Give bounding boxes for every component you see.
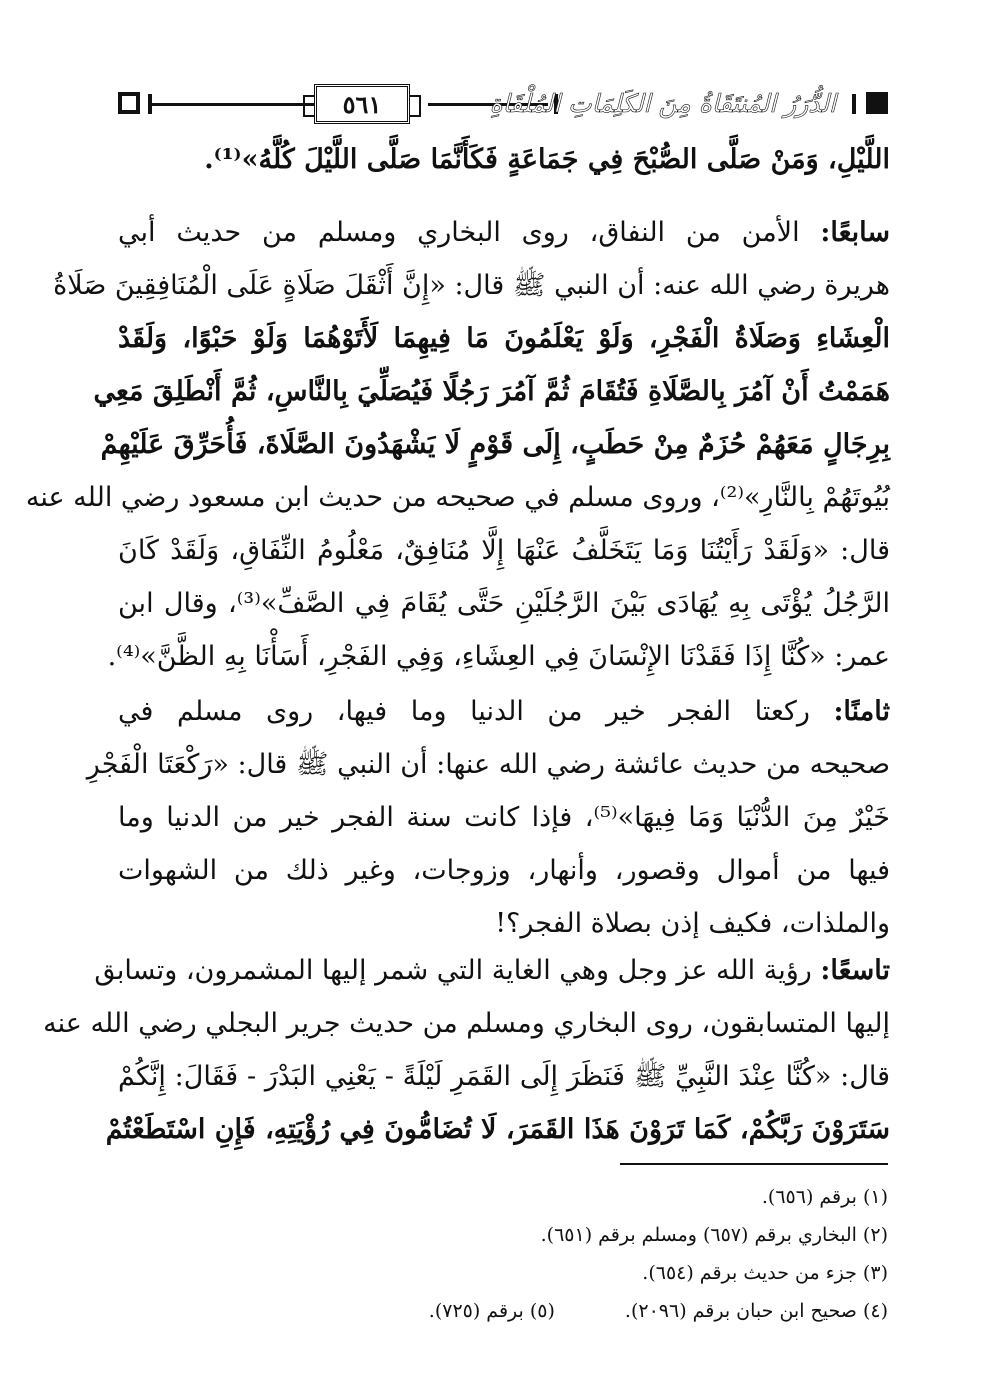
text-line: الرَّجُلُ يُؤْتَى بِهِ يُهَادَى بَيْنَ الرَّجُلَيْنِ حَتَّى يُقَامَ فِي الصَّفِّ»⁽³⁾، وقال ابن [118,588,890,619]
text-line-content: ركعتا الفجر خير من الدنيا وما فيها، روى مسلم في [118,696,810,727]
footnote-item: (١) برقم (٦٥٦). [761,1186,888,1208]
text-line: بُيُوتَهُمْ بِالنَّارِ»⁽²⁾، وروى مسلم في صحيحه من حديث ابن مسعود رضي الله عنه [25,482,890,513]
paragraph-continuation [118,133,890,186]
text-line: قال: «كُنَّا عِنْدَ النَّبِيِّ ﷺ فَنَظَرَ إِلَى القَمَرِ لَيْلَةً - يَعْنِي البَدْرَ - فَقَالَ: إِنَّكُمْ [118,1061,890,1092]
text-line: بِرِجَالٍ مَعَهُمْ حُزَمٌ مِنْ حَطَبٍ، إِلَى قَوْمٍ لَا يَشْهَدُونَ الصَّلَاةَ، فَأُحَرِّقَ عَلَيْهِمْ [100,429,890,460]
text-line-content: الأمن من النفاق، روى البخاري ومسلم من حديث أبي [118,217,800,248]
footnote-item: (٣) جزء من حديث برقم (٦٥٤). [642,1262,888,1284]
text-line: والملذات، فكيف إذن بصلاة الفجر؟! [495,908,890,939]
paragraph-eighth [86,685,890,950]
header-ornament-right [866,92,888,114]
text-line: عمر: «كُنَّا إِذَا فَقَدْنَا الإِنْسَانَ فِي العِشَاءِ، وَفِي الفَجْرِ، أَسَأْنَا بِهِ الظَّنَّ»⁽⁴⁾. [107,641,890,672]
text-line-content: رؤية الله عز وجل وهي الغاية التي شمر إليها المشمرون، وتسابق [94,955,812,986]
text-line-first [94,944,890,997]
text-line: هريرة رضي الله عنه: أن النبي ﷺ قال: «إِنَّ أَثْقَلَ صَلَاةٍ عَلَى الْمُنَافِقِينَ صَلَاةُ [53,270,890,301]
paragraph-ninth [43,944,890,1156]
page-number: ٥٦١ [342,89,382,119]
footnote-item: (٤) صحيح ابن حبان برقم (٢٠٩٦). [624,1300,888,1322]
text-line: خَيْرٌ مِنَ الدُّنْيَا وَمَا فِيهَا»⁽⁵⁾، فإذا كانت سنة الفجر خير من الدنيا وما [118,802,890,833]
page-header [118,82,888,126]
paragraph-lead: تاسعًا: [820,955,890,986]
paragraph-lead: ثامنًا: [833,696,890,727]
text-line: اللَّيْلِ، وَمَنْ صَلَّى الصُّبْحَ فِي جَمَاعَةٍ فَكَأَنَّمَا صَلَّى اللَّيْلَ كُلَّهُ»⁽¹⁾. [204,144,890,175]
header-ornament-left [118,92,140,114]
paragraph-seventh [25,206,890,683]
text-line: سَتَرَوْنَ رَبَّكُمْ، كَمَا تَرَوْنَ هَذَا القَمَرَ، لَا تُضَامُّونَ فِي رُؤْيَتِهِ، فَإِنِ اسْتَطَعْتُمْ [105,1114,890,1145]
paragraph-lead: سابعًا: [820,217,890,248]
footnote-row [260,1292,888,1330]
header-divider [852,94,856,114]
text-line-first [118,206,890,259]
text-line: فيها من أموال وقصور، وأنهار، وزوجات، وغير ذلك من الشهوات [118,855,890,886]
page-number-frame [314,84,410,124]
text-line: صحيحه من حديث عائشة رضي الله عنها: أن النبي ﷺ قال: «رَكْعَتَا الْفَجْرِ [86,749,890,780]
text-line: إليها المتسابقون، روى البخاري ومسلم من حديث جرير البجلي رضي الله عنه [43,1008,890,1039]
footnote-separator [620,1163,888,1165]
footnotes [260,1178,888,1330]
footnote-item: (٥) برقم (٧٢٥). [428,1300,555,1322]
running-title: الدُّرَرُ المُنتَقَاةُ مِنَ الكَلِمَاتِ المُلْقَاةِ [489,89,836,118]
text-line: هَمَمْتُ أَنْ آمُرَ بِالصَّلَاةِ فَتُقَامَ ثُمَّ آمُرَ رَجُلًا فَيُصَلِّيَ بِالنَّاسِ، ثُمَّ أَنْطَلِقَ مَعِي [93,376,890,407]
footnote-item: (٢) البخاري برقم (٦٥٧) ومسلم برقم (٦٥١). [540,1224,888,1246]
text-line-first [118,685,890,738]
text-line: الْعِشَاءِ وَصَلَاةُ الْفَجْرِ، وَلَوْ يَعْلَمُونَ مَا فِيهِمَا لَأَتَوْهُمَا وَلَوْ حَبْوًا، وَلَقَدْ [118,323,890,354]
text-line: قال: «وَلَقَدْ رَأَيْتُنَا وَمَا يَتَخَلَّفُ عَنْهَا إِلَّا مُنَافِقٌ، مَعْلُومُ النِّفَاقِ، وَلَقَدْ كَانَ [118,535,890,566]
